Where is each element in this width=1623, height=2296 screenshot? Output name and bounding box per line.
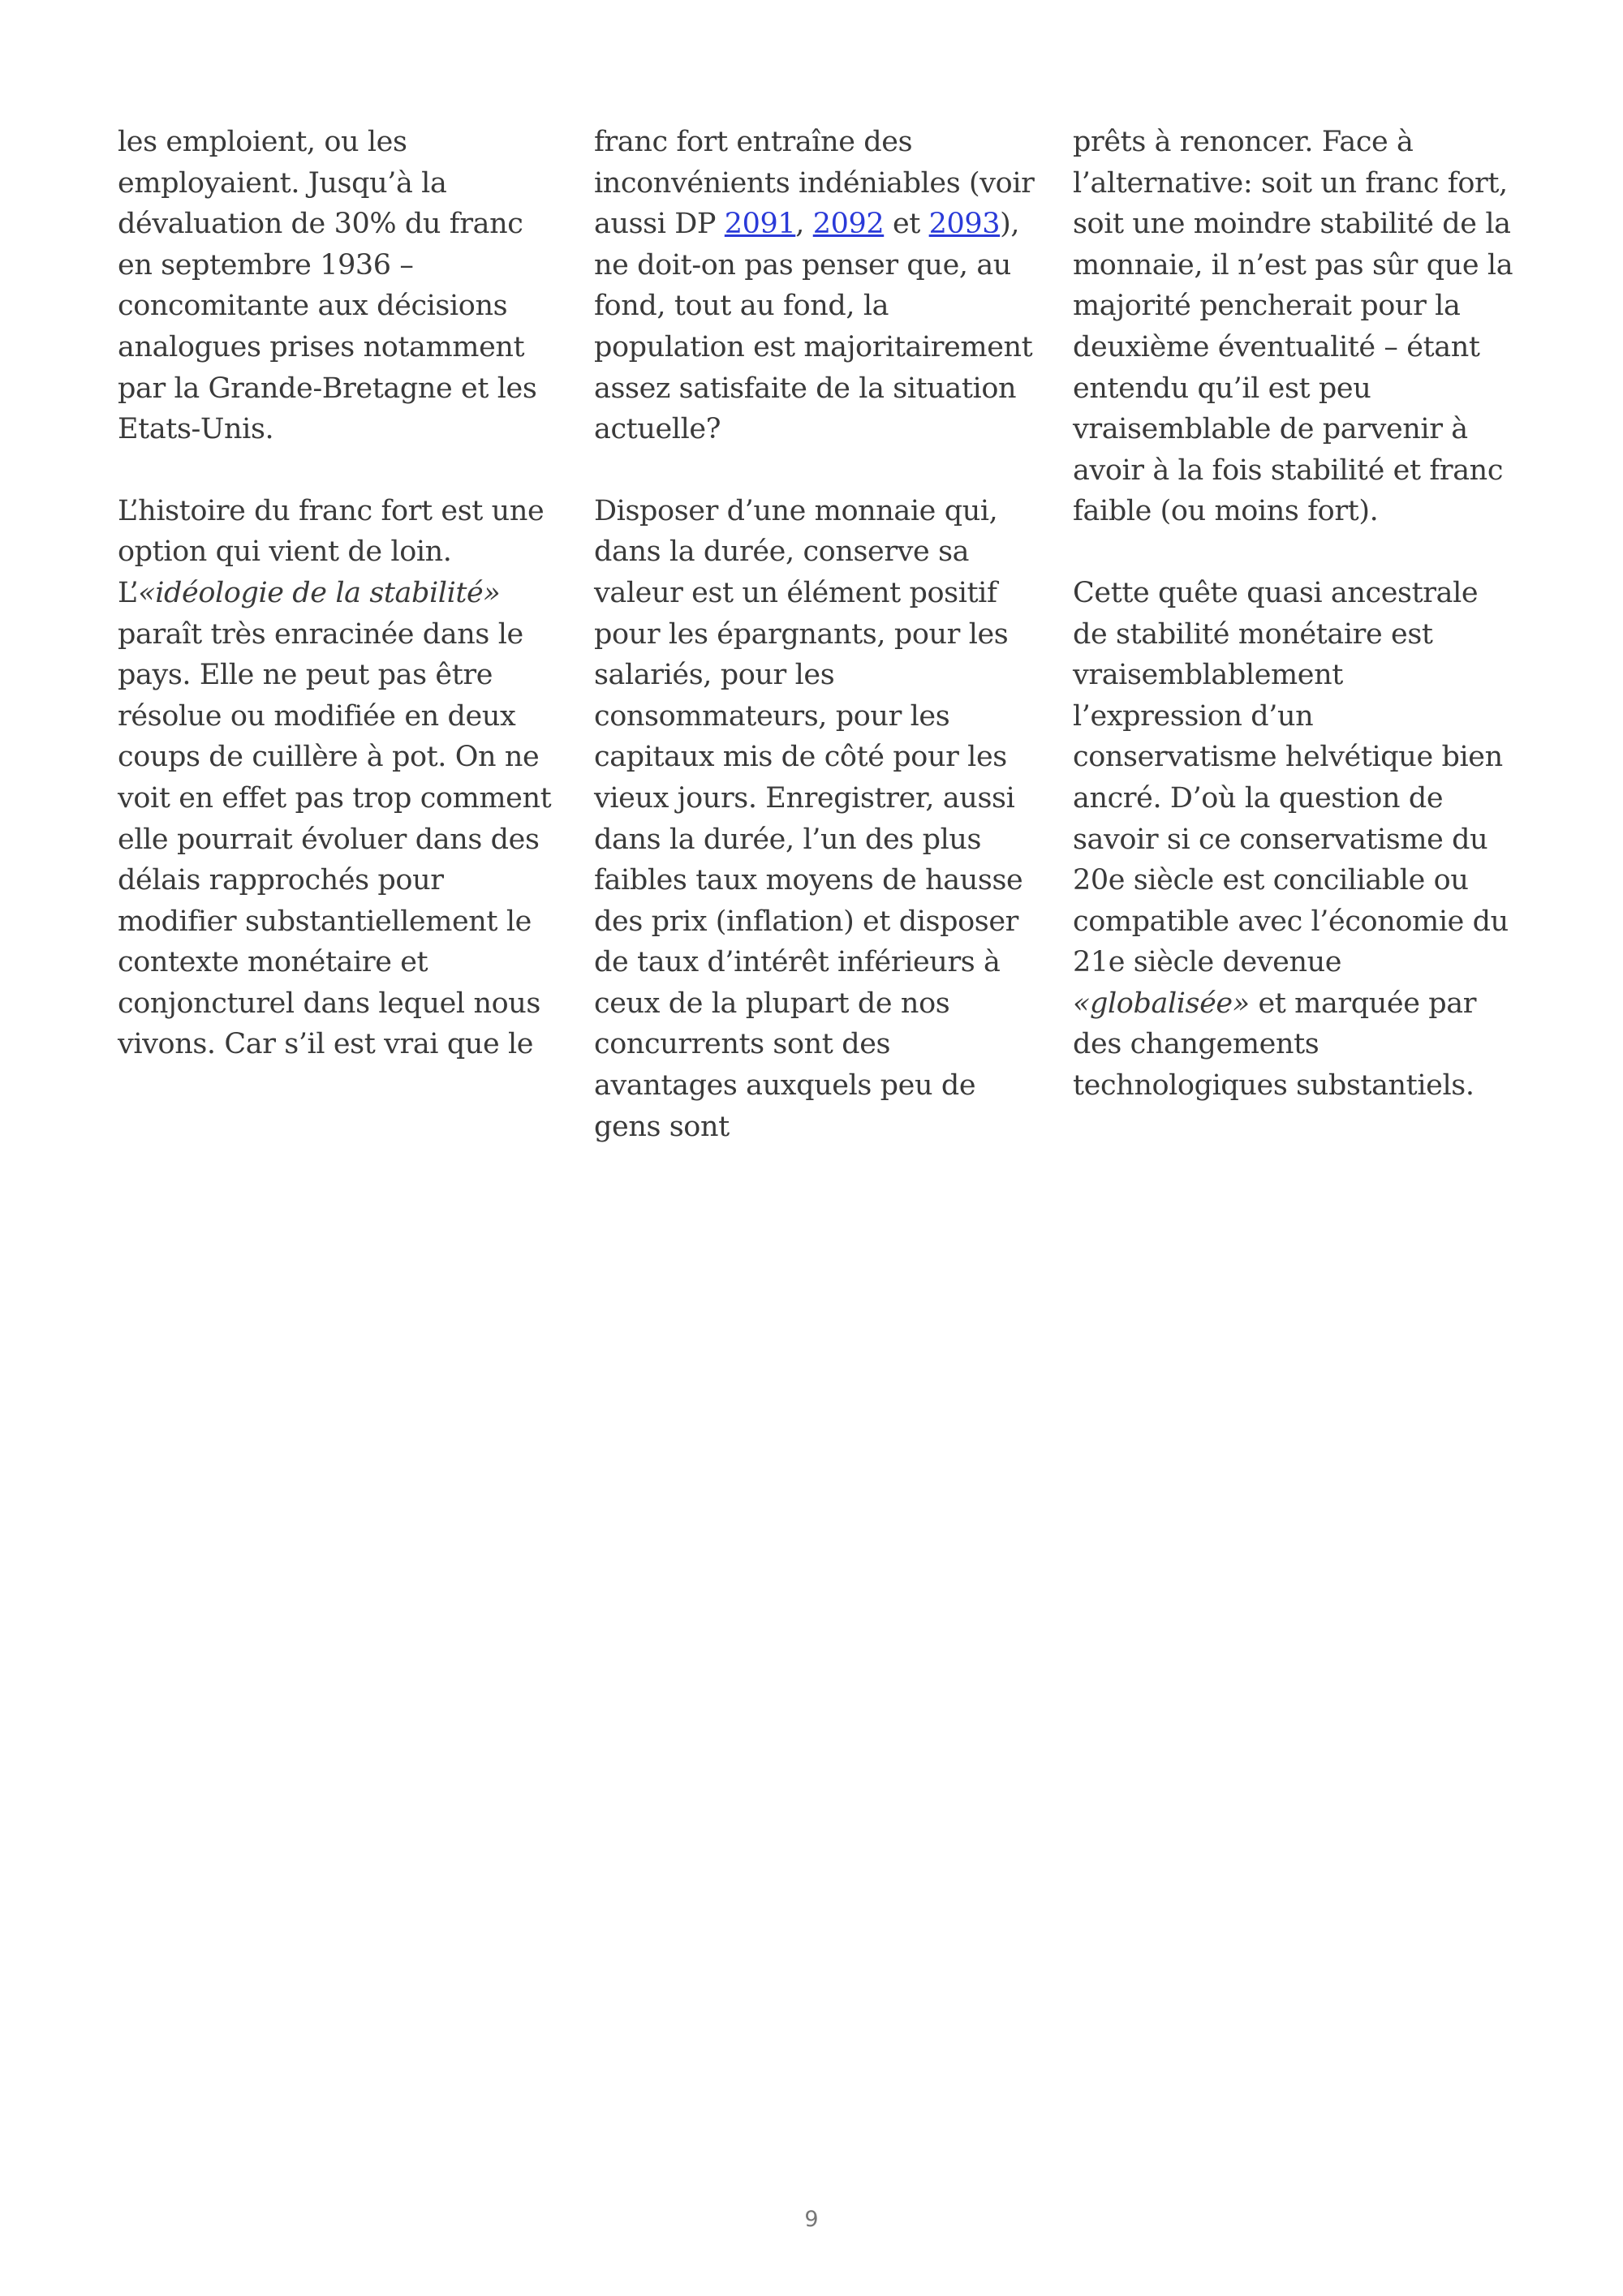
paragraph: Disposer d’une monnaie qui, dans la durée, conserve sa valeur est un élément positif pour les épargnants, pour les salariés, pour les consommateurs, pour les capitaux mis de côté pour les vieux jours. Enregistrer, aussi dans la durée, l’un des plus faibles taux moyens de hausse des prix (inflation) et disposer de taux d’intérêt inférieurs à ceux de la plupart de nos concurrents sont des avantages auxquels peu de gens sont bbox=[594, 494, 1023, 1143]
paragraph-text: L’histoire du franc fort est une option qui vient de loin. L’ bbox=[118, 494, 545, 609]
paragraph-text: et marquée par des changements technologiques substantiels. bbox=[1073, 987, 1477, 1103]
text-column-2 bbox=[594, 122, 1036, 1188]
paragraph bbox=[594, 122, 1036, 450]
paragraph-text: Cette quête quasi ancestrale de stabilité monétaire est vraisemblablement l’expression d’un conservatisme helvétique bien ancré. D’où la question de savoir si ce conservatisme du 20e siècle est conciliable ou compatible avec l’économie du 21e siècle devenue bbox=[1073, 576, 1509, 979]
page-number: 9 bbox=[804, 2207, 819, 2232]
text-column-1 bbox=[118, 122, 560, 1106]
dp-2091-link[interactable]: 2091 bbox=[724, 208, 796, 241]
paragraph-text: paraît très enracinée dans le pays. Elle ne peut pas être résolue ou modifiée en deux coups de cuillère à pot. On ne voit en effet pas trop comment elle pourrait évoluer dans des délais rapprochés pour modifier substantiellement le contexte monétaire et conjoncturel dans lequel nous vivons. Car s’il est vrai que le bbox=[118, 617, 552, 1061]
emphasized-quote: «globalisée» bbox=[1073, 987, 1250, 1020]
dp-2093-link[interactable]: 2093 bbox=[928, 208, 1001, 241]
separator-text: et bbox=[884, 208, 929, 241]
paragraph-text: franc fort entraîne des inconvénients indéniables (voir aussi DP bbox=[594, 126, 1035, 241]
emphasized-quote: «idéologie de la stabilité» bbox=[138, 576, 501, 609]
text-column-3 bbox=[1073, 122, 1515, 1147]
separator-text: , bbox=[795, 208, 813, 241]
paragraph: prêts à renoncer. Face à l’alternative: soit un franc fort, soit une moindre stabilité de la monnaie, il n’est pas sûr que la majorité pencherait pour la deuxième éventualité – étant entendu qu’il est peu vraisemblable de parvenir à avoir à la fois stabilité et franc faible (ou moins fort). bbox=[1073, 126, 1513, 528]
dp-2092-link[interactable]: 2092 bbox=[812, 208, 885, 241]
paragraph bbox=[118, 491, 560, 1065]
paragraph bbox=[1073, 573, 1515, 1107]
paragraph-text: ), ne doit-on pas penser que, au fond, tout au fond, la population est majoritairement assez satisfaite de la situation actuelle? bbox=[594, 208, 1033, 446]
paragraph: les emploient, ou les employaient. Jusqu’à la dévaluation de 30% du franc en septembre 1936 – concomitante aux décisions analogues prises notamment par la Grande-Bretagne et les Etats-Unis. bbox=[118, 126, 537, 446]
